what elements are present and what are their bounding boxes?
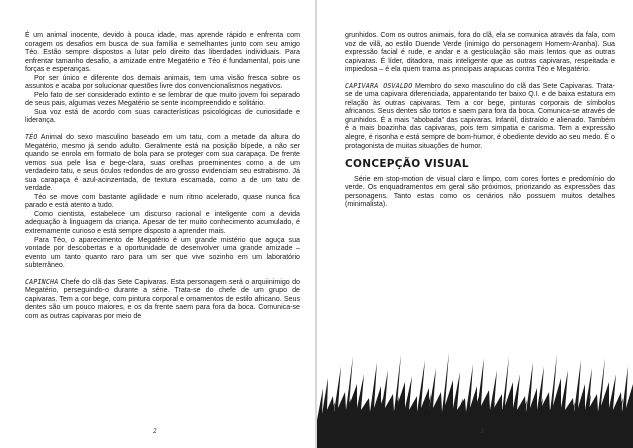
- right-text-column: [345, 31, 615, 209]
- megaterio-paragraph-4: Sua voz está de acordo com suas características psicológicas de curiosidade e liderança.: [25, 107, 300, 125]
- concepcao-visual-heading: CONCEPÇÃO VISUAL: [345, 158, 469, 171]
- right-page: [317, 0, 633, 448]
- page-number-right: 3: [480, 428, 484, 435]
- capincha-section: [25, 278, 300, 321]
- megaterio-paragraph-2: Por ser único e diferente dos demais animais, tem uma visão fresca sobre os assuntos e acaba por solucionar questões livre dos convencionalismos negativos.: [25, 73, 300, 91]
- page-number-left: 2: [153, 428, 157, 435]
- teo-section: [25, 133, 300, 193]
- left-page: [0, 0, 315, 448]
- megaterio-paragraph-1: É um animal inocente, devido à pouca idade, mas aprende rápido e enfrenta com coragem os desafios em busca de sua família e semelhantes junto com seu amigo Téo. Estão sempre dispostos a lutar pelo direito das liberdades individuais. Para enfrentar tamanho desafio, a amizade entre Megatério e Téo é fundamental, pois une forças e esperanças.: [25, 31, 300, 74]
- teo-paragraph-2: Téo se move com bastante agilidade e num ritmo acelerado, quase nunca fica parado e está atento a tudo.: [25, 192, 300, 210]
- capincha-paragraph: Chefe do clã das Sete Capivaras. Esta personagem será o arquiinimigo do Megatério, perseguindo-o durante a série. Trata-se do chefe de um grupo de capivaras. Tem a cor bege, com pintura corporal e ornamentos de estilo africano. Seus dentes são um pouco maiores, e os da frente saem para fora da boca. Comunica-se com as outras capivaras por meio de: [25, 277, 300, 320]
- capincha-heading: CAPINCHA: [25, 277, 59, 286]
- teo-paragraph-1: Animal do sexo masculino baseado em um tatu, com a metade da altura do Megatério, mesmo já sendo adulto. Geralmente está na posição bípede, a não ser quando se enrola em formato de bola para se proteger com sua carapaça. De frente vemos sua pele lisa e bege-clara, suas orelhas proeminentes como a de um verdadeiro tatu, e seus óculos redondos de aro grosso evidenciam seu estrabismo. Já sua carapaça é azul-acinzentada, de textura escamada, como a de um tatu de verdade.: [25, 133, 300, 193]
- megaterio-paragraph-3: Pelo fato de ser considerado extinto e se lembrar de que muito jovem foi separado de seus pais, algumas vezes Megatério se sente incompreendido e solitário.: [25, 90, 300, 108]
- teo-paragraph-3: Como cientista, estabelece um discurso racional e inteligente com a devida adequação à linguagem da criança. Apesar de ter muito conhecimento acumulado, é extremamente curioso e está sempre disposto a aprender mais.: [25, 209, 300, 236]
- teo-heading: TÉO: [25, 133, 38, 142]
- grass-silhouette-illustration: [317, 348, 633, 448]
- osvaldo-section: [345, 82, 615, 150]
- concepcao-visual-paragraph: Série em stop-motion de visual claro e limpo, com cores fortes e predomínio do verde. Os enquadramentos em geral são próximos, priorizando as expressões das personagens. Tanto estas como os cenários não possuem muitos detalhes (minimalista).: [345, 174, 615, 209]
- left-text-column: [25, 31, 300, 321]
- osvaldo-heading: CAPIVARA OSVALDO: [345, 81, 413, 90]
- capincha-continued-paragraph: grunhidos. Com os outros animais, fora do clã, ela se comunica através da fala, com voz de vilã, ao estilo Duende Verde (inimigo do personagem Homem-Aranha). Sua expressão facial é rude, e andar e a gesticulação são mais lentos que as outras capivaras. É líder, ditadora, mais inteligente que as outras capivaras, respeitada e impiedosa – é ela quem trama as principais arapucas contra Téo e Megatério.: [345, 31, 615, 74]
- teo-paragraph-4: Para Téo, o aparecimento de Megatério é um grande mistério que aguça sua vontade por descobertas e a oportunidade de desenvolver uma grande amizade – evento um tanto quanto raro para um ser que vive sozinho em um laboratório subterrâneo.: [25, 235, 300, 270]
- osvaldo-paragraph: Membro do sexo masculino do clã das Sete Capivaras. Trata-se de uma capivara diferenciada, apparentando ter baixo Q.I. e de baixa estatura em relação às outras capivaras. Tem a cor bege, pinturas corporais de símbolos africanos. Seus dentes são tortos e saem para fora da boca. Comunica-se através de grunhidos. É a mais “abobada” das capivaras. Infantil, distraído e alienado. Também é a mais boazinha das capivaras, pois tem simpatia e carisma. Tem a expressão alegre, é risonha e está sempre de bom-humor, é obediente devido ao seu medo. É o protagonista de muitas situações de humor.: [345, 81, 615, 150]
